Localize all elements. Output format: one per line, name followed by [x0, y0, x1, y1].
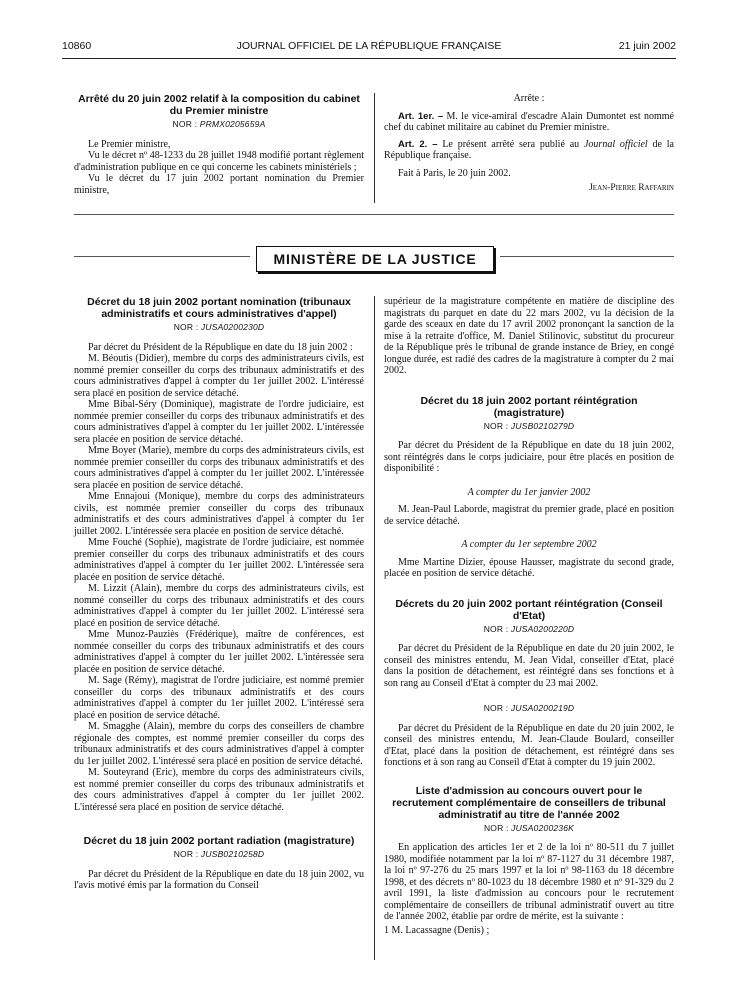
left-column — [74, 296, 364, 892]
nomination-para: Par décret du Président de la République en date du 18 juin 2002 : — [88, 341, 353, 353]
nor-code: JUSA0200219D — [510, 703, 575, 713]
decret-reintegration-nor: NOR : JUSB0210279D — [483, 420, 575, 431]
article-1-text: M. le vice-amiral d'escadre Alain Dumontet est nommé chef du cabinet militaire au cabinet du Premier ministre. — [384, 110, 674, 133]
issue-date: 21 juin 2002 — [618, 40, 676, 52]
nomination-para: M. Smagghe (Alain), membre du corps des conseillers de chambre régionale des comptes, est nommé premier conseiller du corps des tribunaux administratifs et des cours administratives d'appel à compter du 1er juillet 2002. L'intéressé sera placé en position de service détaché. — [74, 721, 364, 767]
article-2-text-b: de la République française. — [384, 138, 674, 161]
liste-admission-title: Liste d'admission au concours ouvert pour le recrutement complémentaire de conseillers de tribunal administratif au titre de l'année 2002 — [392, 784, 666, 821]
ministry-banner: MINISTÈRE DE LA JUSTICE — [256, 246, 494, 272]
decrets-conseil-etat-nor-1: NOR : JUSA0200220D — [483, 623, 575, 634]
article-1-label: Art. 1er. – — [398, 110, 444, 122]
date-heading-janvier: A compter du 1er janvier 2002 — [467, 486, 591, 498]
arrete-heading: Arrête : — [513, 93, 545, 104]
page-number: 10860 — [62, 40, 92, 52]
radiation-continuation: supérieur de la magistrature compétente en matière de discipline des magistrats du parquet en date du 22 mars 2002, vu la décision de la garde des sceaux en date du 17 avril 2002 prononçant la sanction de la mise à la retraite d'office, M. Daniel Stilinovic, substitut du procureur de la République près le tribunal de grande instance de Briey, en congé longue durée, est radié des cadres de la magistrature à compter du 2 mai 2002. — [384, 296, 674, 376]
signature: Jean-Pierre Raffarin — [589, 183, 674, 193]
column-divider-top — [374, 93, 375, 203]
section-rule — [74, 214, 674, 215]
nomination-para: Mme Ennajoui (Monique), membre du corps des administrateurs civils, est nommée premier conseiller du corps des tribunaux administratifs et des cours administratives d'appel à compter du 1er juillet 2002. L'intéressée sera placée en position de service détaché. — [74, 491, 364, 537]
arrete-cabinet-block — [74, 93, 364, 196]
article-1 — [384, 111, 674, 134]
arrete-para: Le Premier ministre, — [88, 138, 171, 150]
decret-nomination-nor: NOR : JUSA0200230D — [173, 322, 265, 332]
nor-code: JUSB0210258D — [200, 849, 265, 859]
nor-code: JUSA0200230D — [200, 322, 265, 332]
arrete-title: Arrêté du 20 juin 2002 relatif à la composition du cabinet du Premier ministre — [78, 93, 360, 117]
header-rule — [62, 58, 676, 59]
decret-reintegration-title: Décret du 18 juin 2002 portant réintégration (magistrature) — [420, 394, 638, 419]
decrets-conseil-etat-nor-2: NOR : JUSA0200219D — [483, 703, 575, 713]
nomination-para: Mme Munoz-Pauziès (Frédérique), maître de conférences, est nommée conseiller du corps des tribunaux administratifs et des cours administratives d'appel à compter du 1er juillet 2002. L'intéressée sera placée en position de service détaché. — [74, 629, 364, 675]
nomination-para: M. Sage (Rémy), magistrat de l'ordre judiciaire, est nommé premier conseiller du corps des tribunaux administratifs et des cours administratives d'appel à compter du 1er juillet 2002. L'intéressé sera placé en position de service détaché. — [74, 675, 364, 721]
article-2-text-a: Le présent arrêté sera publié au — [437, 138, 584, 150]
nomination-para: Mme Boyer (Marie), membre du corps des administrateurs civils, est nommée premier conseiller du corps des tribunaux administratifs et des cours administratives d'appel à compter du 1er juillet 2002. L'intéressée sera placée en position de service détaché. — [74, 445, 364, 491]
reintegration-para: Mme Martine Dizier, épouse Hausser, magistrate du second grade, placée en position de service détaché. — [384, 556, 674, 579]
liste-admission-para: En application des articles 1er et 2 de la loi nº 80-511 du 7 juillet 1980, modifiée notamment par la loi nº 87-1127 du 31 décembre 1987, la loi nº 97-276 du 25 mars 1997 et la loi nº 98-1163 du 18 décembre 1998, et des décrets nº 80-1023 du 18 décembre 1980 et nº 91-329 du 2 avril 1991, la liste d'admission au concours pour le recrutement complémentaire de conseillers de tribunal administratif ouvert au titre de l'année 2002, établie par ordre de mérite, est la suivante : — [384, 842, 674, 922]
nor-code: JUSA0200220D — [510, 623, 575, 634]
nomination-para: Mme Bibal-Séry (Dominique), magistrate de l'ordre judiciaire, est nommée premier conseiller du corps des tribunaux administratifs et des cours administratives d'appel à compter du 1er juillet 2002. L'intéressée sera placée en position de service détaché. — [74, 399, 364, 445]
nomination-para: M. Lizzit (Alain), membre du corps des administrateurs civils, est nommé conseiller du corps des tribunaux administratifs et des cours administratives d'appel à compter du 1er juillet 2002. L'intéressé sera placé en position de service détaché. — [74, 583, 364, 629]
column-divider-main — [374, 296, 375, 960]
article-2 — [384, 139, 674, 162]
date-heading-septembre: A compter du 1er septembre 2002 — [461, 539, 597, 550]
decret-radiation-nor: NOR : JUSB0210258D — [173, 849, 265, 859]
nomination-para: Mme Fouché (Sophie), magistrate de l'ordre judiciaire, est nommée premier conseiller du corps des tribunaux administratifs et des cours administratives d'appel à compter du 1er juillet 2002. L'intéressée sera placée en position de service détaché. — [74, 537, 364, 583]
arrete-articles-block — [384, 93, 674, 195]
nor-code: JUSA0200236K — [511, 822, 575, 833]
page-header — [62, 40, 676, 54]
nor-code: PRMX0205659A — [199, 119, 266, 129]
reintegration-para: M. Jean-Paul Laborde, magistrat du premier grade, placé en position de service détaché. — [384, 504, 674, 527]
arrete-para: Vu le décret du 17 juin 2002 portant nomination du Premier ministre, — [74, 173, 364, 196]
liste-admission-nor: NOR : JUSA0200236K — [483, 822, 575, 833]
admission-list-item: 1 M. Lacassagne (Denis) ; — [384, 924, 490, 936]
conseil-etat-para: Par décret du Président de la République en date du 20 juin 2002, le conseil des ministres entendu, M. Jean Vidal, conseiller d'Etat, placé dans la position de détachement, est réintégré dans ses fonctions et à son rang au Conseil d'Etat à compter du 23 mai 2002. — [384, 643, 674, 689]
conseil-etat-para: Par décret du Président de la République en date du 20 juin 2002, le conseil des ministres entendu, M. Jean-Claude Boulard, conseiller d'Etat, placé dans la position de détachement, est réintégré dans ses fonctions et à son rang au Conseil d'Etat à compter du 19 juin 2002. — [384, 722, 674, 768]
decrets-conseil-etat-title: Décrets du 20 juin 2002 portant réintégration (Conseil d'Etat) — [395, 597, 663, 622]
ministry-rule-right — [500, 256, 674, 257]
reintegration-para: Par décret du Président de la République en date du 18 juin 2002, sont réintégrés dans le corps judiciaire, pour être placés en position de disponibilité : — [384, 440, 674, 474]
nomination-para: M. Souteyrand (Eric), membre du corps des administrateurs civils, est nommé premier conseiller du corps des tribunaux administratifs et des cours administratives d'appel à compter du 1er juillet 2002. L'intéressé sera placé en position de service détaché. — [74, 767, 364, 813]
decret-nomination-title: Décret du 18 juin 2002 portant nomination (tribunaux administratifs et cours administratives d'appel) — [87, 296, 351, 320]
nomination-para: M. Béoutis (Didier), membre du corps des administrateurs civils, est nommé premier conseiller du corps des tribunaux administratifs et des cours administratives d'appel à compter du 1er juillet 2002. L'intéressé sera placé en position de service détaché. — [74, 353, 364, 399]
ministry-rule-left — [74, 256, 250, 257]
article-2-text-italic: Journal officiel — [583, 138, 648, 150]
journal-title: JOURNAL OFFICIEL DE LA RÉPUBLIQUE FRANÇAISE — [236, 40, 502, 52]
article-2-label: Art. 2. – — [398, 138, 438, 150]
decret-radiation-title: Décret du 18 juin 2002 portant radiation (magistrature) — [83, 835, 355, 847]
arrete-nor — [74, 119, 364, 131]
nor-code: JUSB0210279D — [510, 420, 575, 431]
right-column — [384, 296, 674, 936]
arrete-para: Vu le décret nº 48-1233 du 28 juillet 1948 modifié portant règlement d'administration publique en ce qui concerne les cabinets ministériels ; — [74, 150, 364, 173]
fait-a-paris: Fait à Paris, le 20 juin 2002. — [398, 167, 511, 179]
nor-label: NOR : — [172, 119, 200, 129]
radiation-para: Par décret du Président de la République en date du 18 juin 2002, vu l'avis motivé émis par la formation du Conseil — [74, 868, 364, 891]
